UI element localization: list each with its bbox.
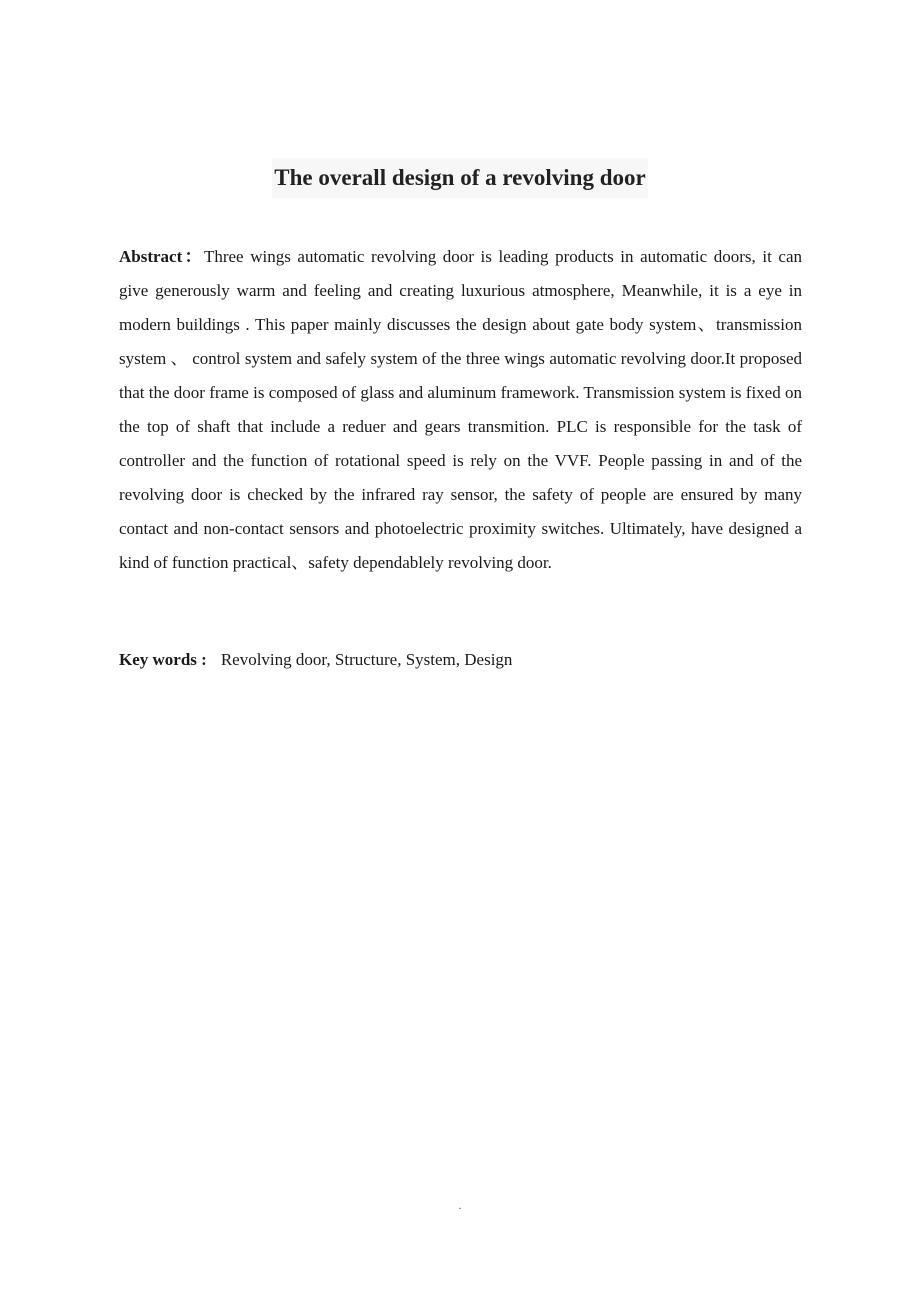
title-container <box>0 158 920 198</box>
abstract-paragraph <box>119 240 802 580</box>
keywords-line <box>119 643 802 677</box>
page-footer-mark: . <box>458 1198 462 1212</box>
keywords-label: Key words : <box>119 650 207 669</box>
keywords-text: Revolving door, Structure, System, Design <box>220 650 513 669</box>
abstract-label: Abstract： <box>119 247 204 266</box>
document-title: The overall design of a revolving door <box>272 158 647 198</box>
abstract-text: Three wings automatic revolving door is leading products in automatic doors, it can give generously warm and feeling and creating luxurious atmosphere, Meanwhile, it is a eye in modern buildings . This paper mainly discusses the design about gate body system、transmission system 、 control system and safely system of the three wings automatic revolving door.It proposed that the door frame is composed of glass and aluminum framework. Transmission system is fixed on the top of shaft that include a reduer and gears transmition. PLC is responsible for the task of controller and the function of rotational speed is rely on the VVF. People passing in and of the revolving door is checked by the infrared ray sensor, the safety of people are ensured by many contact and non-contact sensors and photoelectric proximity switches. Ultimately, have designed a kind of function practical、safety dependablely revolving door. <box>119 247 802 572</box>
